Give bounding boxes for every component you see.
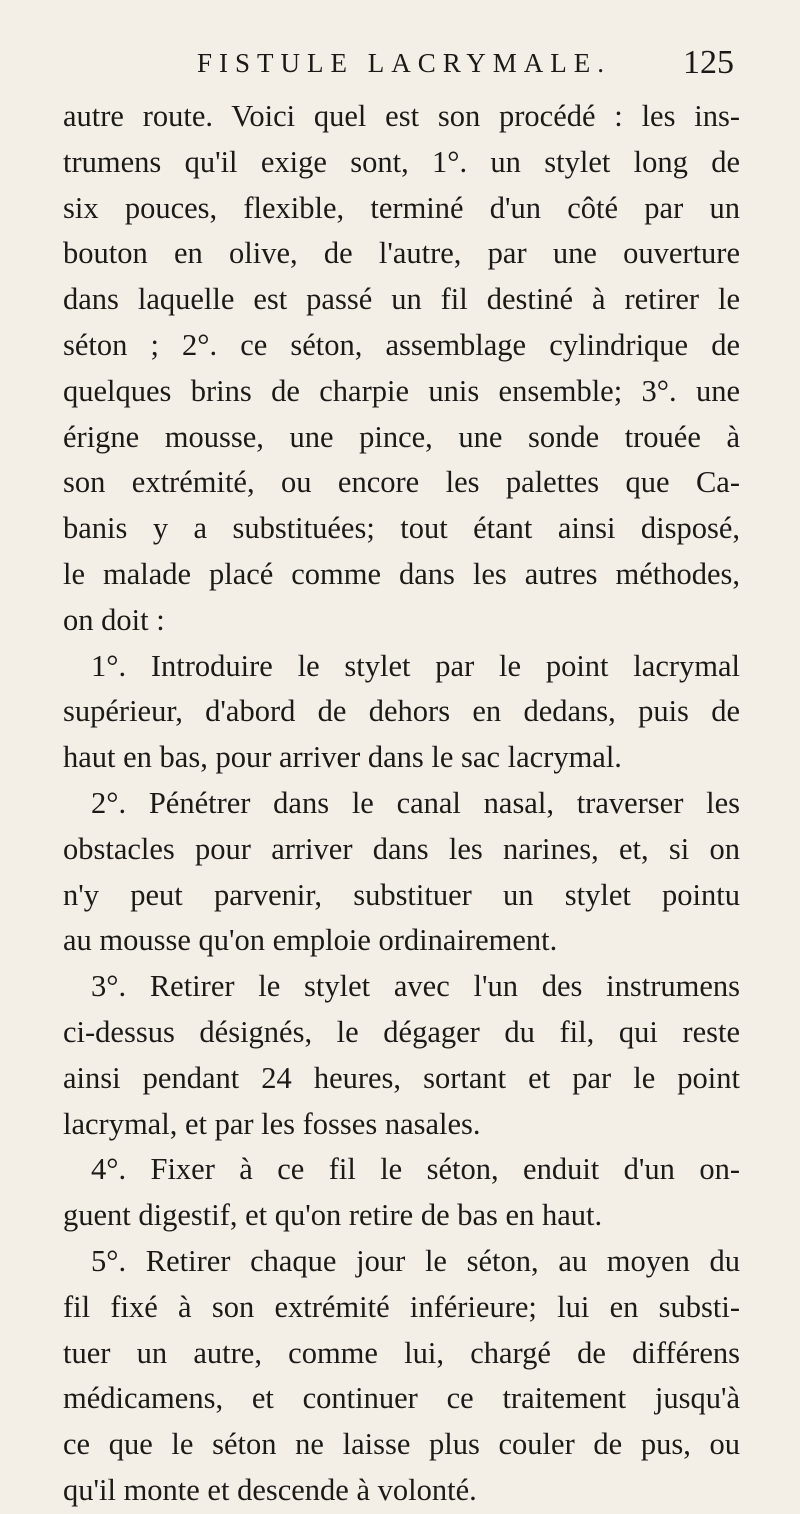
text-line: ci-dessus désignés, le dégager du fil, qui reste <box>63 1014 740 1049</box>
page-header <box>63 44 740 84</box>
text-line: dans laquelle est passé un fil destiné à retirer le <box>63 282 740 317</box>
text-line: le malade placé comme dans les autres méthodes, <box>63 556 740 591</box>
text-line: banis y a substituées; tout étant ainsi disposé, <box>63 511 740 546</box>
text-line: lacrymal, et par les fosses nasales. <box>63 1106 481 1141</box>
text-line: 3°. Retirer le stylet avec l'un des instrumens <box>91 969 740 1004</box>
text-line: ce que le séton ne laisse plus couler de pus, ou <box>63 1427 740 1462</box>
text-line: haut en bas, pour arriver dans le sac lacrymal. <box>63 740 622 775</box>
text-line: quelques brins de charpie unis ensemble; 3°. une <box>63 373 740 408</box>
text-line: bouton en olive, de l'autre, par une ouverture <box>63 236 740 271</box>
running-title: FISTULE LACRYMALE. <box>197 48 612 78</box>
text-line: ainsi pendant 24 heures, sortant et par le point <box>63 1060 740 1095</box>
text-line: fil fixé à son extrémité inférieure; lui en substi- <box>63 1289 740 1324</box>
text-line: qu'il monte et descende à volonté. <box>63 1472 477 1507</box>
body-text <box>63 94 740 1514</box>
text-line: son extrémité, ou encore les palettes que Ca- <box>63 465 740 500</box>
text-line: obstacles pour arriver dans les narines, et, si on <box>63 831 740 866</box>
text-line: érigne mousse, une pince, une sonde trouée à <box>63 419 740 454</box>
text-line: autre route. Voici quel est son procédé : les ins- <box>63 99 740 133</box>
text-line: guent digestif, et qu'on retire de bas en haut. <box>63 1198 603 1233</box>
text-line: 5°. Retirer chaque jour le séton, au moyen du <box>91 1243 740 1278</box>
text-line: n'y peut parvenir, substituer un stylet pointu <box>63 877 740 912</box>
text-line: trumens qu'il exige sont, 1°. un stylet long de <box>63 144 740 179</box>
text-line: supérieur, d'abord de dehors en dedans, puis de <box>63 694 740 729</box>
text-line: on doit : <box>63 602 165 637</box>
text-line: six pouces, flexible, terminé d'un côté par un <box>63 190 740 225</box>
page-number: 125 <box>683 44 734 81</box>
text-line: 1°. Introduire le stylet par le point lacrymal <box>91 648 740 683</box>
text-line: 2°. Pénétrer dans le canal nasal, traverser les <box>91 785 740 820</box>
text-line: médicamens, et continuer ce traitement jusqu'à <box>63 1381 740 1416</box>
text-line: 4°. Fixer à ce fil le séton, enduit d'un on- <box>91 1152 740 1187</box>
text-line: séton ; 2°. ce séton, assemblage cylindrique de <box>63 327 740 362</box>
text-line: tuer un autre, comme lui, chargé de différens <box>63 1335 740 1370</box>
text-line: au mousse qu'on emploie ordinairement. <box>63 923 558 958</box>
